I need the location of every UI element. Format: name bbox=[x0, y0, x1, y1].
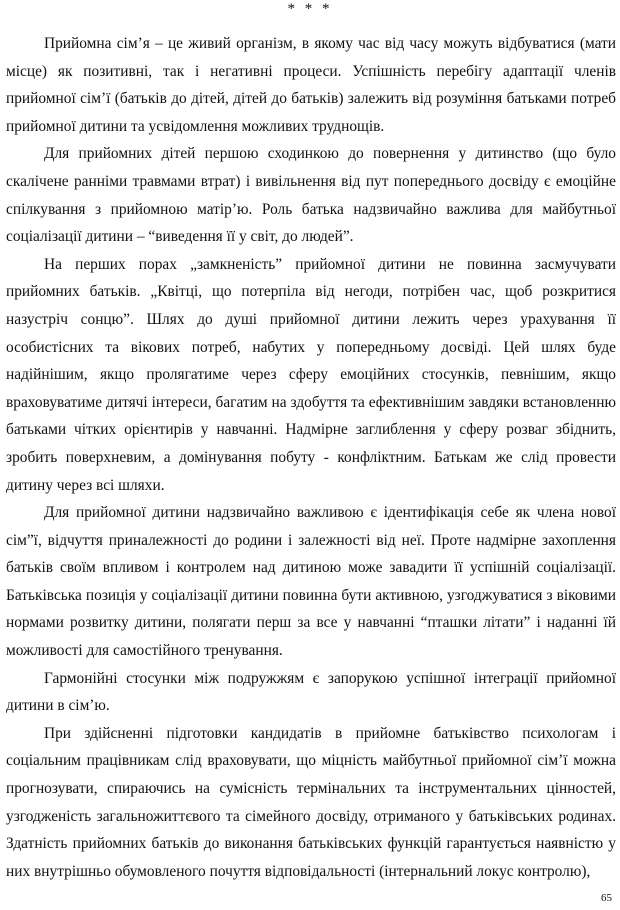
paragraph: Для прийомної дитини надзвичайно важливою є ідентифікація себе як члена нової сім”ї, відчуття приналежності до родини і залежності від неї. Проте надмірне захоплення батьків своїм впливом і контролем над дитиною може завадити її успішній соціалізації. Батьківська позиція у соціалізації дитини повинна бути активною, узгоджуватися з віковими нормами розвитку дитини, полягати перш за все у навчанні “пташки літати” і наданні їй можливості для самостійного тренування. bbox=[6, 504, 616, 660]
paragraph: На перших порах „замкненість” прийомної дитини не повинна засмучувати прийомних батьків. „Квітці, що потерпіла від негоди, потрібен час, щоб розкритися назустріч сонцю”. Шлях до душі прийомної дитини лежить через урахування її особистісних та вікових потреб, набутих у попередньому досвіді. Цей шлях буде надійнішим, якщо пролягатиме через сферу емоційних стосунків, певнішим, якщо враховуватиме дитячі інтереси, багатим на здобуття та ефективнішим завдяки встановленню батьками чітких орієнтирів у навчанні. Надмірне заглиблення у сферу розваг збіднить, зробить поверхневим, а домінування побуту - конфліктним. Батькам же слід провести дитину через всі шляхи. bbox=[6, 255, 616, 494]
paragraph: Гармонійні стосунки між подружжям є запорукою успішної інтеграції прийомної дитини в сім’ю. bbox=[6, 669, 616, 715]
body-text bbox=[6, 30, 616, 885]
paragraph: Для прийомних дітей першою сходинкою до повернення у дитинство (що було скалічене ранніми травмами втрат) і вивільнення від пут попереднього досвіду є емоційне спілкування з прийомною матір’ю. Роль батька надзвичайно важлива для майбутньої соціалізації дитини – “виведення її у світ, до людей”. bbox=[6, 145, 616, 246]
section-separator: * * * bbox=[287, 1, 333, 17]
paragraph: Прийомна сім’я – це живий організм, в якому час від часу можуть відбуватися (мати місце) як позитивні, так і негативні процеси. Успішність перебігу адаптації членів прийомної сім’ї (батьків до дітей, дітей до батьків) залежить від розуміння батьками потреб прийомної дитини та усвідомлення можливих труднощів. bbox=[6, 35, 616, 135]
page-number: 65 bbox=[601, 892, 612, 904]
paragraph: При здійсненні підготовки кандидатів в прийомне батьківство психологам і соціальним працівникам слід враховувати, що міцність майбутньої прийомної сім’ї можна прогнозувати, спираючись на сумісність термінальних та інструментальних цінностей, узгодженість загальножиттєвого та сімейного досвіду, отриманого у батьківських родинах. Здатність прийомних батьків до виконання батьківських функцій гарантується наявністю у них внутрішньо обумовленого почуття відповідальності (інтернальний локус контролю), bbox=[6, 724, 616, 880]
